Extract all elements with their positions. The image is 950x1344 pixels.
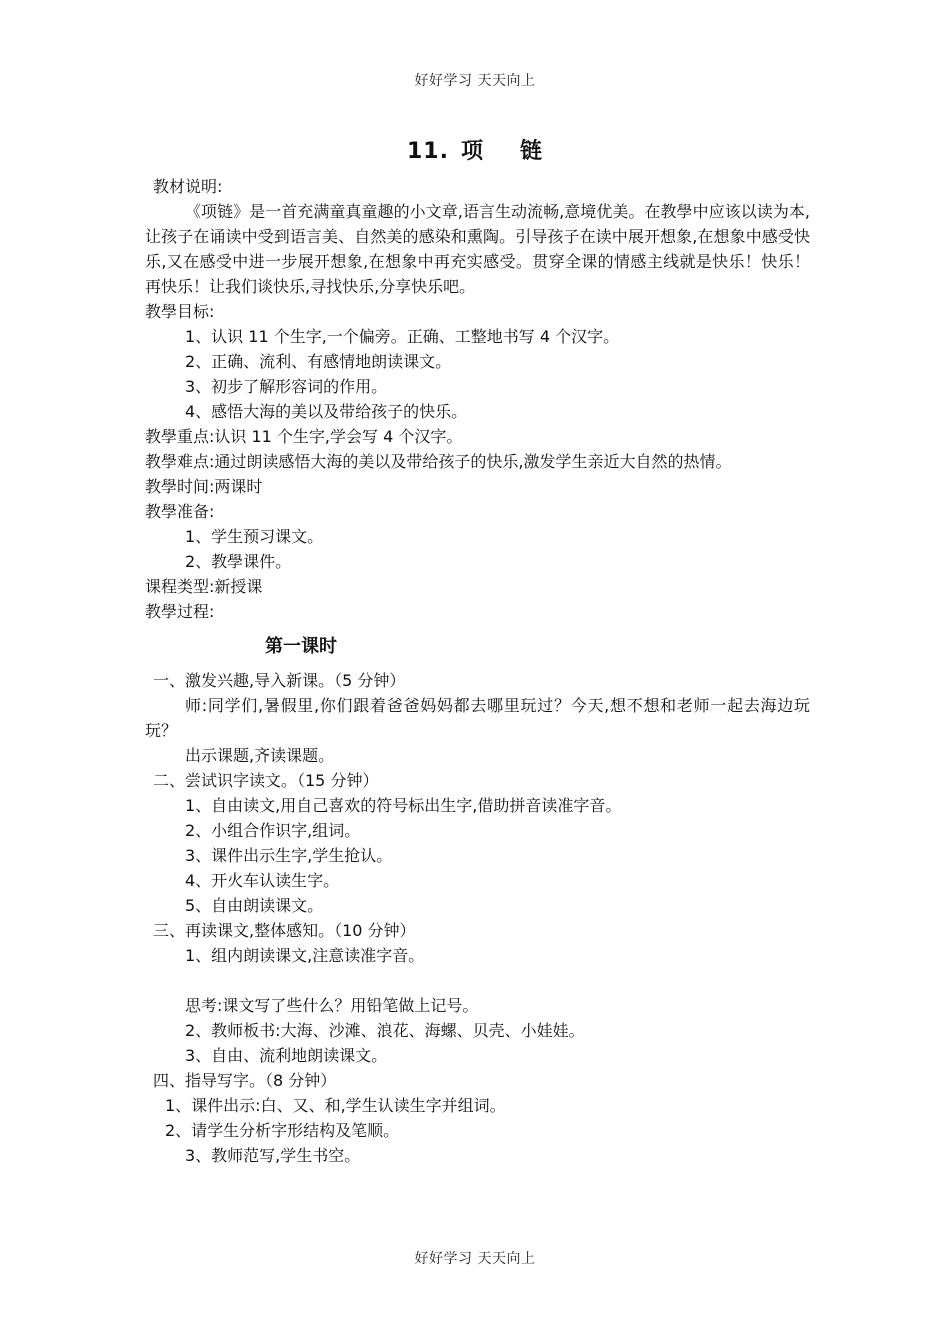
lesson-type-line: 课程类型:新授课 <box>145 577 263 596</box>
prep-label: 教學准备: <box>145 502 215 521</box>
prep-item: 2、教學课件。 <box>185 552 292 571</box>
goal-item: 2、正确、流利、有感情地朗读课文。 <box>185 352 452 371</box>
title-number: 11. <box>406 139 449 164</box>
step-heading: 一、激发兴趣,导入新课。（5 分钟） <box>153 671 406 690</box>
material-paragraph: 《项链》是一首充满童真童趣的小文章,语言生动流畅,意境优美。在教學中应该以读为本,让孩子在诵读中受到语言美、自然美的感染和熏陶。引导孩子在读中展开想象,在想象中感受快乐,又在感受中进一步展开想象,在想象中再充实感受。贯穿全课的情感主线就是快乐！快乐！再快乐！让我们谈快乐,寻找快乐,分享快乐吧。 <box>145 202 810 296</box>
title-word-2: 链 <box>519 139 543 164</box>
step-item: 2、请学生分析字形结构及笔顺。 <box>165 1121 400 1140</box>
document-body <box>145 174 810 1168</box>
step-item: 2、教师板书:大海、沙滩、浪花、海螺、贝壳、小娃娃。 <box>185 1021 585 1040</box>
step-heading: 三、再读课文,整体感知。（10 分钟） <box>153 921 416 940</box>
step-item: 3、课件出示生字,学生抢认。 <box>185 846 393 865</box>
time-line: 教學时间:两课时 <box>145 477 263 496</box>
step-item: 3、自由、流利地朗读课文。 <box>185 1046 388 1065</box>
page-footer: 好好学习 天天向上 <box>414 1251 536 1267</box>
goal-item: 4、感悟大海的美以及带给孩子的快乐。 <box>185 402 468 421</box>
page-header: 好好学习 天天向上 <box>414 73 536 89</box>
goal-item: 1、认识 11 个生字,一个偏旁。正确、工整地书写 4 个汉字。 <box>185 327 620 346</box>
goals-label: 教學目标: <box>145 302 215 321</box>
step-item: 1、组内朗读课文,注意读准字音。 <box>185 946 425 965</box>
step-paragraph: 师:同学们,暑假里,你们跟着爸爸妈妈都去哪里玩过？今天,想不想和老师一起去海边玩玩？ <box>145 696 810 740</box>
step-item: 1、课件出示:白、又、和,学生认读生字并组词。 <box>165 1096 506 1115</box>
step-item: 1、自由读文,用自己喜欢的符号标出生字,借助拼音读准字音。 <box>185 796 622 815</box>
section-title: 第一课时 <box>265 636 337 657</box>
goal-item: 3、初步了解形容词的作用。 <box>185 377 388 396</box>
process-label: 教學过程: <box>145 602 215 621</box>
title-word-1: 项 <box>460 139 484 164</box>
step-item: 3、教师范写,学生书空。 <box>185 1146 361 1165</box>
difficulty-paragraph: 教學难点:通过朗读感悟大海的美以及带给孩子的快乐,激发学生亲近大自然的热情。 <box>145 452 732 471</box>
step-line: 出示课题,齐读课题。 <box>185 746 335 765</box>
step-heading: 四、指导写字。（8 分钟） <box>153 1071 337 1090</box>
step-item: 5、自由朗读课文。 <box>185 896 324 915</box>
step-heading: 二、尝试识字读文。（15 分钟） <box>153 771 379 790</box>
material-label: 教材说明: <box>153 177 223 196</box>
focus-line: 教學重点:认识 11 个生字,学会写 4 个汉字。 <box>145 427 463 446</box>
page-title <box>0 134 950 165</box>
step-item: 4、开火车认读生字。 <box>185 871 340 890</box>
step-item: 2、小组合作识字,组词。 <box>185 821 361 840</box>
prep-item: 1、学生预习课文。 <box>185 527 324 546</box>
step-think: 思考:课文写了些什么？用铅笔做上记号。 <box>185 996 479 1015</box>
